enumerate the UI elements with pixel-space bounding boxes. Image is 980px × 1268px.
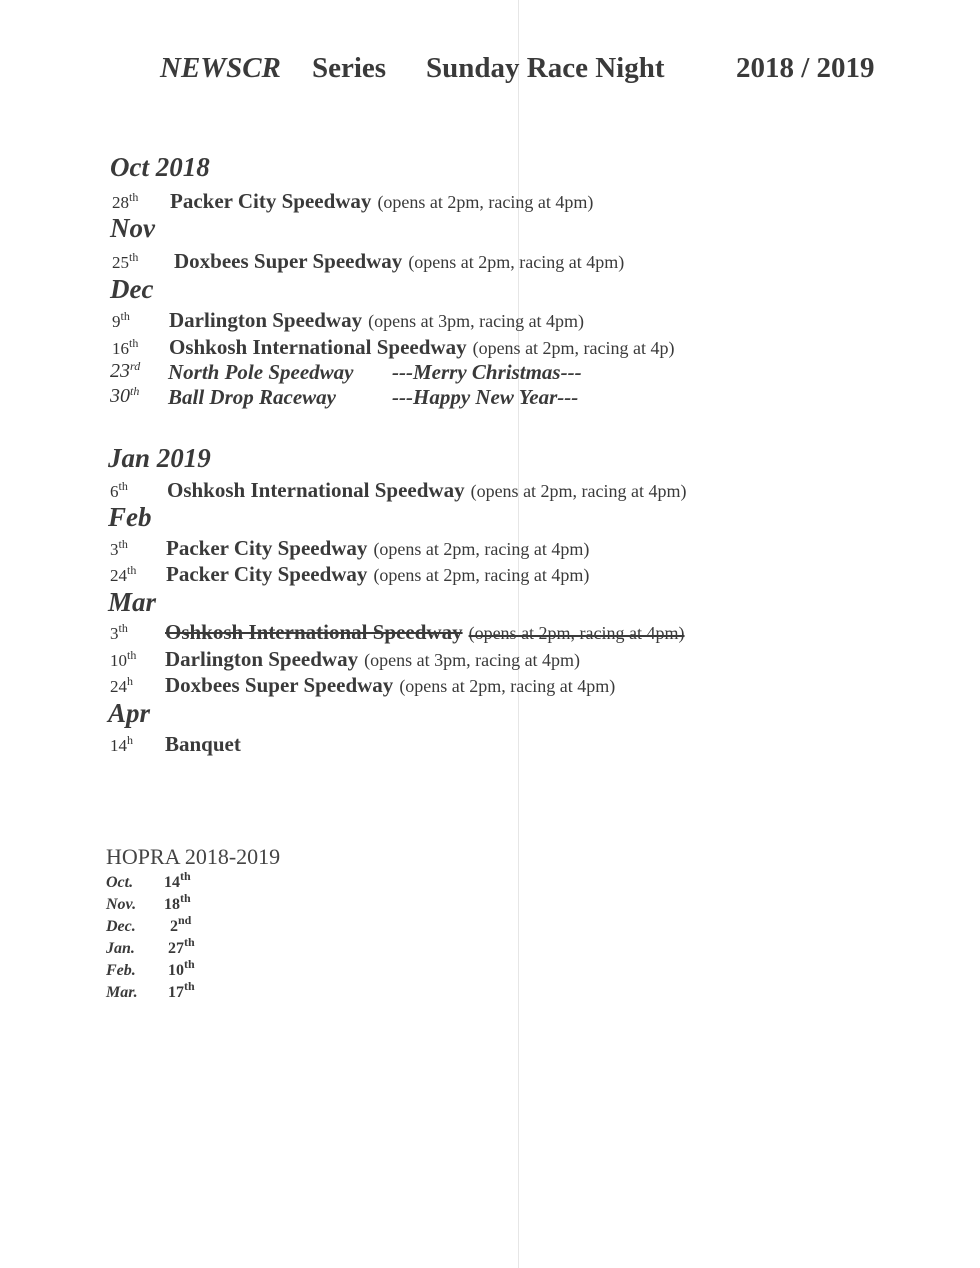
- month-heading-oct: Oct 2018: [110, 152, 210, 182]
- month-heading-feb: Feb: [108, 502, 152, 532]
- month-heading-mar: Mar: [108, 587, 157, 617]
- race-times: (opens at 2pm, racing at 4pm): [468, 623, 685, 643]
- hopra-date-row: [106, 935, 306, 962]
- race-venue: Packer City Speedway (opens at 2pm, racing at 4pm): [170, 189, 594, 213]
- race-day: 25th: [112, 250, 139, 272]
- race-venue: Ball Drop Raceway: [168, 385, 336, 409]
- race-venue: Packer City Speedway (opens at 2pm, racing at 4pm): [166, 562, 590, 586]
- hopra-day: 17th: [168, 979, 195, 1001]
- hopra-month: Dec.: [106, 918, 136, 935]
- race-day: 3th: [110, 537, 128, 559]
- race-venue: Oshkosh International Speedway (opens at 2pm, racing at 4pm): [167, 478, 687, 502]
- race-day: 3th: [110, 621, 128, 643]
- race-times: (opens at 2pm, racing at 4pm): [373, 565, 590, 585]
- race-times: (opens at 2pm, racing at 4pm): [373, 539, 590, 559]
- race-venue: Darlington Speedway (opens at 3pm, racing at 4pm): [169, 308, 585, 332]
- hopra-date-row: [106, 913, 306, 940]
- race-day: 6th: [110, 479, 128, 501]
- race-day: 24th: [110, 563, 137, 585]
- race-day: 14$^h$: [110, 733, 133, 755]
- hopra-month: Oct.: [106, 874, 134, 891]
- event-name: Sunday Race Night: [426, 52, 665, 84]
- race-day: 24$^h$: [110, 674, 133, 696]
- race-times: (opens at 2pm, racing at 4pm): [470, 481, 687, 501]
- race-venue: Packer City Speedway (opens at 2pm, racing at 4pm): [166, 536, 590, 560]
- month-heading-apr: Apr: [108, 698, 151, 728]
- race-day: 16th: [112, 336, 139, 358]
- series-name: NEWSCR: [160, 52, 281, 84]
- holiday-note: ---Merry Christmas---: [392, 360, 582, 384]
- race-day: 30th: [110, 384, 140, 407]
- hopra-month: Jan.: [106, 940, 135, 957]
- race-times: (opens at 2pm, racing at 4pm): [408, 252, 625, 272]
- hopra-day: 10th: [168, 957, 195, 979]
- race-venue: Oshkosh International Speedway (opens at 2pm, racing at 4p): [169, 335, 675, 359]
- race-day: 23rd: [110, 359, 141, 382]
- race-day: 10th: [110, 648, 137, 670]
- hopra-month: Feb.: [106, 962, 136, 979]
- race-venue: North Pole Speedway: [168, 360, 354, 384]
- race-times: (opens at 3pm, racing at 4pm): [368, 311, 585, 331]
- hopra-date-row: [106, 869, 306, 896]
- race-times: (opens at 2pm, racing at 4pm): [377, 192, 594, 212]
- race-times: (opens at 2pm, racing at 4pm): [399, 676, 616, 696]
- race-venue: Doxbees Super Speedway (opens at 2pm, racing at 4pm): [165, 673, 616, 697]
- page-title: [0, 52, 980, 102]
- hopra-date-row: [106, 891, 306, 918]
- race-venue: Banquet: [165, 732, 241, 756]
- race-venue: Oshkosh International Speedway (opens at 2pm, racing at 4pm): [165, 620, 685, 644]
- hopra-month: Nov.: [106, 896, 137, 913]
- hopra-day: 14th: [164, 869, 191, 891]
- race-day: 9th: [112, 309, 130, 331]
- race-times: (opens at 3pm, racing at 4pm): [364, 650, 581, 670]
- race-venue: Doxbees Super Speedway (opens at 2pm, racing at 4pm): [174, 249, 625, 273]
- hopra-title: HOPRA 2018-2019: [106, 844, 281, 869]
- hopra-day: 27th: [168, 935, 195, 957]
- month-heading-nov: Nov: [110, 213, 155, 243]
- race-day: 28th: [112, 190, 139, 212]
- hopra-date-row: [106, 979, 306, 1006]
- season-label: 2018 / 2019: [736, 52, 875, 84]
- hopra-date-row: [106, 957, 306, 984]
- series-word: Series: [312, 52, 387, 84]
- hopra-day: 18th: [164, 891, 191, 913]
- hopra-day: 2nd: [170, 913, 192, 935]
- hopra-month: Mar.: [106, 984, 138, 1001]
- race-times: (opens at 2pm, racing at 4p): [472, 338, 675, 358]
- race-venue: Darlington Speedway (opens at 3pm, racing at 4pm): [165, 647, 581, 671]
- holiday-note: ---Happy New Year---: [392, 385, 579, 409]
- month-heading-jan: Jan 2019: [108, 443, 211, 473]
- month-heading-dec: Dec: [110, 274, 154, 304]
